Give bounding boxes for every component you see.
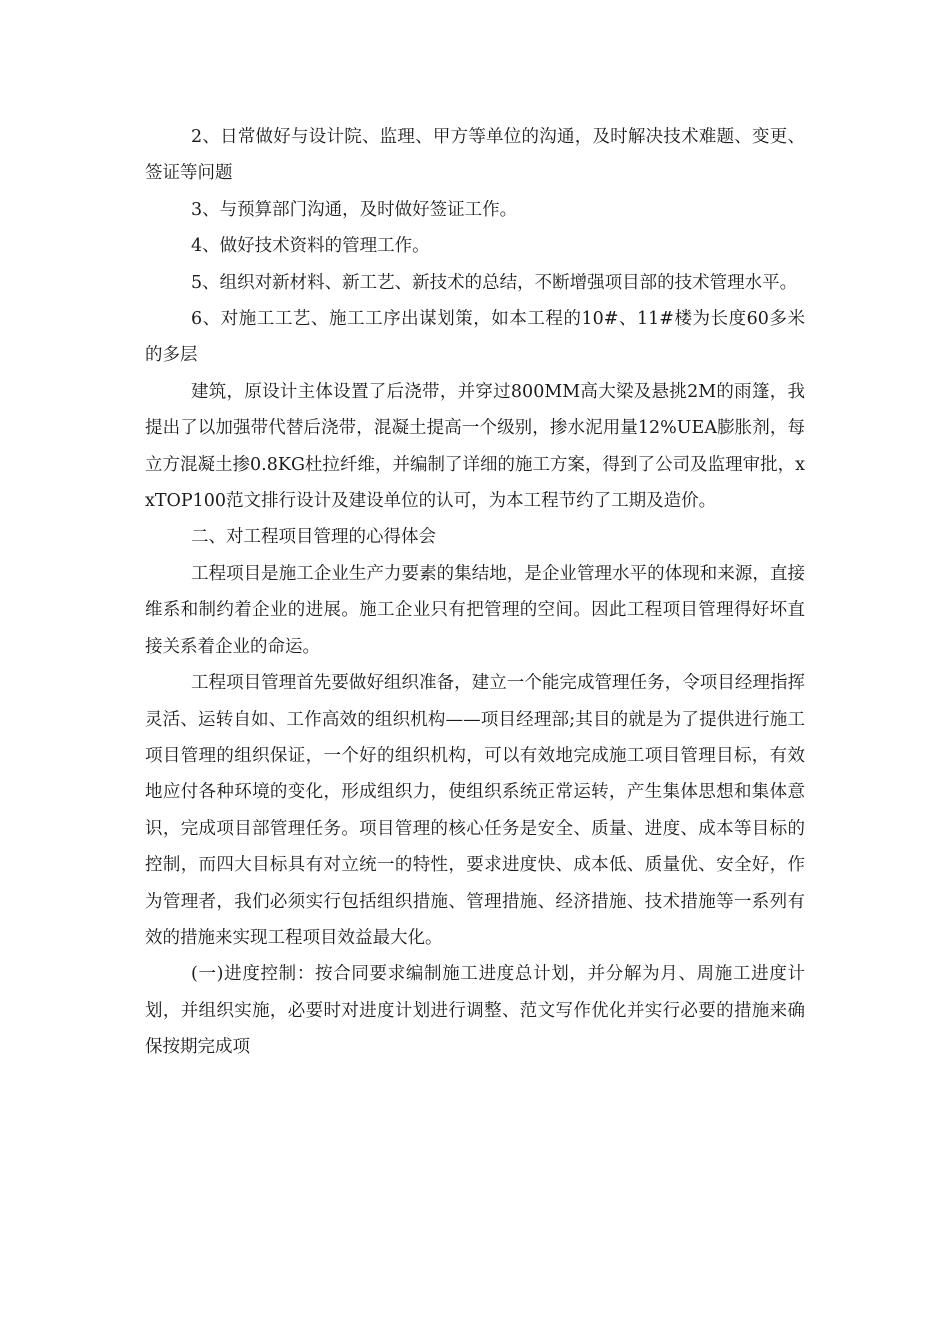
paragraph-item-6: 6、对施工工艺、施工工序出谋划策，如本工程的10#、11#楼为长度60多米的多层 [145,309,805,366]
paragraph-project-management: 工程项目管理首先要做好组织准备，建立一个能完成管理任务，令项目经理指挥灵活、运转自如、工作高效的组织机构——项目经理部;其目的就是为了提供进行施工项目管理的组织保证，一个好的组织机构，可以有效地完成施工项目管理目标，有效地应付各种环境的变化，形成组织力，使组织系统正常运转，产生集体思想和集体意识，完成项目部管理任务。项目管理的核心任务是安全、质量、进度、成本等目标的控制，而四大目标具有对立统一的特性，要求进度快、成本低、质量优、安全好，作为管理者，我们必须实行包括组织措施、管理措施、经济措施、技术措施等一系列有效的措施来实现工程项目效益最大化。 [145,673,805,948]
paragraph-item-2: 2、日常做好与设计院、监理、甲方等单位的沟通，及时解决技术难题、变更、签证等问题 [145,127,805,184]
paragraph-item-5: 5、组织对新材料、新工艺、新技术的总结，不断增强项目部的技术管理水平。 [191,272,798,293]
paragraph-item-4: 4、做好技术资料的管理工作。 [191,236,430,257]
paragraph-item-3: 3、与预算部门沟通，及时做好签证工作。 [191,199,518,220]
paragraph-construction-detail: 建筑，原设计主体设置了后浇带，并穿过800MM高大梁及悬挑2M的雨篷，我提出了以加强带代替后浇带，混凝土提高一个级别，掺水泥用量12%UEA膨胀剂，每立方混凝土掺0.8KG杜拉纤维，并编制了详细的施工方案，得到了公司及监理审批，xxTOP100范文排行设计及建设单位的认可，为本工程节约了工期及造价。 [145,381,805,512]
document-body [145,119,805,1066]
paragraph-project-intro: 工程项目是施工企业生产力要素的集结地，是企业管理水平的体现和来源，直接维系和制约着企业的进展。施工企业只有把管理的空间。因此工程项目管理得好坏直接关系着企业的命运。 [145,563,805,657]
section-heading: 二、对工程项目管理的心得体会 [191,527,436,548]
paragraph-schedule-control: (一)进度控制：按合同要求编制施工进度总计划，并分解为月、周施工进度计划，并组织实施，必要时对进度计划进行调整、范文写作优化并实行必要的措施来确保按期完成项 [145,964,805,1058]
